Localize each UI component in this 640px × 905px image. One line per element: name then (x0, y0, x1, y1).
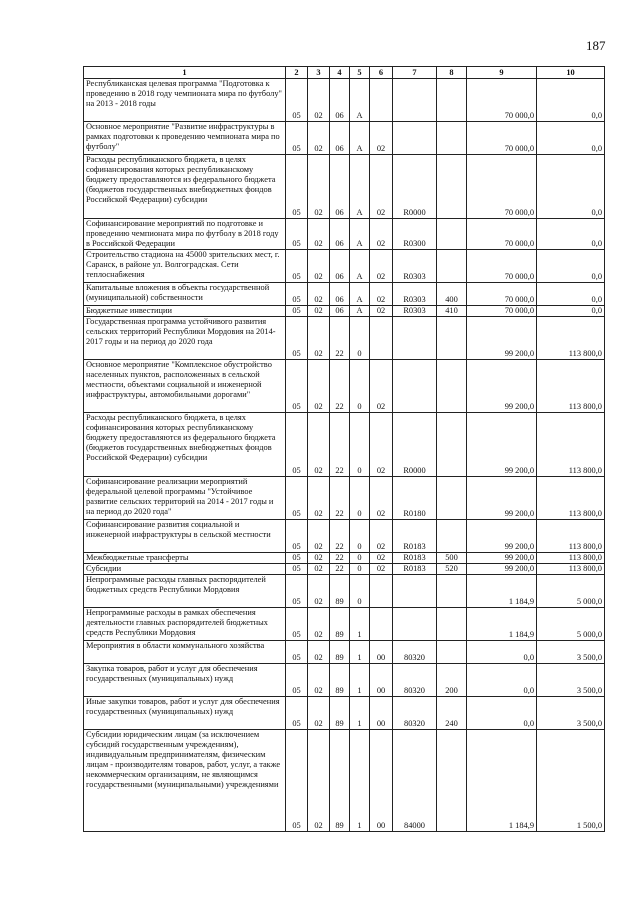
col-8: 500 (437, 553, 467, 564)
col-4: 89 (330, 730, 350, 832)
col-6 (370, 608, 393, 641)
col-2: 05 (286, 564, 308, 575)
col-6: 02 (370, 306, 393, 317)
column-header: 9 (467, 67, 537, 79)
col-5: 1 (350, 608, 370, 641)
table-row (84, 730, 605, 832)
column-header: 4 (330, 67, 350, 79)
col-4: 89 (330, 575, 350, 608)
col-6: 02 (370, 122, 393, 155)
col-4: 22 (330, 360, 350, 413)
col-4: 06 (330, 283, 350, 306)
amount-col-9: 0,0 (467, 641, 537, 664)
table-row (84, 219, 605, 250)
col-2: 05 (286, 122, 308, 155)
col-6: 02 (370, 520, 393, 553)
amount-col-9: 99 200,0 (467, 477, 537, 520)
amount-col-9: 1 184,9 (467, 608, 537, 641)
table-row (84, 122, 605, 155)
col-8 (437, 520, 467, 553)
row-name: Основное мероприятие "Развитие инфраструктуры в рамках подготовки к проведению чемпионата мира по футболу" (84, 122, 286, 155)
col-6 (370, 575, 393, 608)
col-4: 06 (330, 306, 350, 317)
col-6: 00 (370, 641, 393, 664)
amount-col-10: 0,0 (537, 250, 605, 283)
row-name: Межбюджетные трансферты (84, 553, 286, 564)
table-row (84, 664, 605, 697)
table-row (84, 283, 605, 306)
col-5: А (350, 306, 370, 317)
col-2: 05 (286, 317, 308, 360)
amount-col-10: 0,0 (537, 122, 605, 155)
col-5: 0 (350, 553, 370, 564)
col-5: А (350, 79, 370, 122)
col-3: 02 (308, 79, 330, 122)
col-7: R0303 (393, 306, 437, 317)
amount-col-10: 113 800,0 (537, 360, 605, 413)
amount-col-9: 99 200,0 (467, 360, 537, 413)
col-7: R0180 (393, 477, 437, 520)
row-name: Закупка товаров, работ и услуг для обеспечения государственных (муниципальных) нужд (84, 664, 286, 697)
col-5: А (350, 122, 370, 155)
column-header: 6 (370, 67, 393, 79)
col-5: 1 (350, 664, 370, 697)
column-header: 7 (393, 67, 437, 79)
amount-col-10: 113 800,0 (537, 520, 605, 553)
col-7 (393, 122, 437, 155)
table-row (84, 250, 605, 283)
col-4: 89 (330, 664, 350, 697)
row-name: Основное мероприятие "Комплексное обустройство населенных пунктов, расположенных в сельской местности, объектами социальной и инженерной инфраструктуры, автомобильными дорогами" (84, 360, 286, 413)
amount-col-10: 113 800,0 (537, 317, 605, 360)
col-8 (437, 608, 467, 641)
col-2: 05 (286, 641, 308, 664)
col-7: R0300 (393, 219, 437, 250)
col-7 (393, 79, 437, 122)
amount-col-10: 113 800,0 (537, 553, 605, 564)
col-7: R0183 (393, 520, 437, 553)
col-2: 05 (286, 520, 308, 553)
col-4: 06 (330, 122, 350, 155)
row-name: Расходы республиканского бюджета, в целях софинансирования которых республиканскому бюджету предоставляются из федерального бюджета (бюджетов государственных внебюджетных фондов Российской Федерации) субсидии (84, 155, 286, 219)
col-5: 1 (350, 641, 370, 664)
col-6: 02 (370, 360, 393, 413)
col-7: R0183 (393, 553, 437, 564)
row-name: Софинансирование мероприятий по подготовке и проведению чемпионата мира по футболу в 2018 году в Российской Федерации (84, 219, 286, 250)
row-name: Капитальные вложения в объекты государственной (муниципальной) собственности (84, 283, 286, 306)
col-5: А (350, 283, 370, 306)
header-row (84, 67, 605, 79)
col-2: 05 (286, 575, 308, 608)
col-4: 22 (330, 413, 350, 477)
row-name: Республиканская целевая программа "Подготовка к проведению в 2018 году чемпионата мира по футболу" на 2013 - 2018 годы (84, 79, 286, 122)
amount-col-9: 1 184,9 (467, 730, 537, 832)
col-8: 200 (437, 664, 467, 697)
budget-table (83, 66, 605, 832)
table-row (84, 477, 605, 520)
row-name: Непрограммные расходы в рамках обеспечения деятельности главных распорядителей бюджетных средств Республики Мордовия (84, 608, 286, 641)
col-8 (437, 360, 467, 413)
col-6: 00 (370, 664, 393, 697)
col-2: 05 (286, 250, 308, 283)
col-5: 0 (350, 564, 370, 575)
row-name: Бюджетные инвестиции (84, 306, 286, 317)
col-4: 22 (330, 477, 350, 520)
col-2: 05 (286, 553, 308, 564)
amount-col-9: 70 000,0 (467, 219, 537, 250)
col-7: 80320 (393, 664, 437, 697)
amount-col-9: 70 000,0 (467, 250, 537, 283)
col-7: 80320 (393, 641, 437, 664)
col-8: 410 (437, 306, 467, 317)
col-3: 02 (308, 520, 330, 553)
row-name: Строительство стадиона на 45000 зрительских мест, г. Саранск, в районе ул. Волгоградская. Сети теплоснабжения (84, 250, 286, 283)
table-row (84, 608, 605, 641)
col-6: 02 (370, 553, 393, 564)
col-4: 06 (330, 250, 350, 283)
col-2: 05 (286, 477, 308, 520)
col-6: 02 (370, 155, 393, 219)
col-7 (393, 317, 437, 360)
row-name: Расходы республиканского бюджета, в целях софинансирования которых республиканскому бюджету предоставляются из федерального бюджета (бюджетов государственных внебюджетных фондов Российской Федерации) субсидии (84, 413, 286, 477)
col-5: 0 (350, 360, 370, 413)
row-name: Субсидии юридическим лицам (за исключением субсидий государственным учреждениям), индивидуальным предпринимателям, физическим лицам - производителям товаров, работ, услуг, а также некоммерческим организациям, не являющимся государственными (муниципальными) учреждениями (84, 730, 286, 832)
col-7: R0000 (393, 413, 437, 477)
amount-col-9: 99 200,0 (467, 564, 537, 575)
col-3: 02 (308, 575, 330, 608)
row-name: Непрограммные расходы главных распорядителей бюджетных средств Республики Мордовия (84, 575, 286, 608)
col-7: 80320 (393, 697, 437, 730)
col-3: 02 (308, 477, 330, 520)
row-name: Субсидии (84, 564, 286, 575)
table-row (84, 306, 605, 317)
amount-col-10: 5 000,0 (537, 608, 605, 641)
col-6: 02 (370, 413, 393, 477)
table-row (84, 641, 605, 664)
table-row (84, 413, 605, 477)
col-5: 0 (350, 317, 370, 360)
amount-col-9: 99 200,0 (467, 413, 537, 477)
col-6: 02 (370, 564, 393, 575)
col-3: 02 (308, 317, 330, 360)
col-6: 00 (370, 697, 393, 730)
col-3: 02 (308, 306, 330, 317)
col-5: 0 (350, 413, 370, 477)
col-6: 02 (370, 250, 393, 283)
column-header: 1 (84, 67, 286, 79)
amount-col-10: 3 500,0 (537, 641, 605, 664)
col-2: 05 (286, 219, 308, 250)
table-row (84, 317, 605, 360)
col-5: 1 (350, 697, 370, 730)
row-name: Мероприятия в области коммунального хозяйства (84, 641, 286, 664)
table-row (84, 553, 605, 564)
amount-col-9: 70 000,0 (467, 79, 537, 122)
col-7: R0303 (393, 283, 437, 306)
col-2: 05 (286, 306, 308, 317)
col-2: 05 (286, 360, 308, 413)
col-5: А (350, 155, 370, 219)
col-2: 05 (286, 79, 308, 122)
col-5: 0 (350, 477, 370, 520)
amount-col-9: 0,0 (467, 697, 537, 730)
col-5: 0 (350, 575, 370, 608)
amount-col-9: 70 000,0 (467, 283, 537, 306)
col-3: 02 (308, 219, 330, 250)
col-7 (393, 360, 437, 413)
col-7: 84000 (393, 730, 437, 832)
table-row (84, 79, 605, 122)
amount-col-10: 3 500,0 (537, 697, 605, 730)
amount-col-9: 99 200,0 (467, 520, 537, 553)
row-name: Софинансирование реализации мероприятий федеральной целевой программы "Устойчивое развитие сельских территорий на 2014 - 2017 годы и на период до 2020 года" (84, 477, 286, 520)
col-8: 400 (437, 283, 467, 306)
amount-col-9: 0,0 (467, 664, 537, 697)
col-3: 02 (308, 664, 330, 697)
col-2: 05 (286, 664, 308, 697)
column-header: 2 (286, 67, 308, 79)
col-4: 06 (330, 219, 350, 250)
table-row (84, 155, 605, 219)
col-3: 02 (308, 250, 330, 283)
amount-col-10: 1 500,0 (537, 730, 605, 832)
table-row (84, 697, 605, 730)
col-4: 22 (330, 553, 350, 564)
col-8 (437, 730, 467, 832)
col-8 (437, 575, 467, 608)
col-8 (437, 250, 467, 283)
col-4: 06 (330, 155, 350, 219)
amount-col-10: 0,0 (537, 306, 605, 317)
col-5: 1 (350, 730, 370, 832)
col-4: 22 (330, 317, 350, 360)
col-3: 02 (308, 641, 330, 664)
amount-col-9: 70 000,0 (467, 155, 537, 219)
col-8 (437, 641, 467, 664)
col-3: 02 (308, 564, 330, 575)
amount-col-9: 70 000,0 (467, 306, 537, 317)
row-name: Иные закупки товаров, работ и услуг для обеспечения государственных (муниципальных) нужд (84, 697, 286, 730)
col-8 (437, 413, 467, 477)
col-2: 05 (286, 697, 308, 730)
col-3: 02 (308, 360, 330, 413)
column-header: 5 (350, 67, 370, 79)
amount-col-10: 113 800,0 (537, 413, 605, 477)
table-row (84, 575, 605, 608)
amount-col-10: 0,0 (537, 79, 605, 122)
page-number: 187 (586, 38, 606, 53)
col-2: 05 (286, 608, 308, 641)
col-8: 520 (437, 564, 467, 575)
col-2: 05 (286, 283, 308, 306)
amount-col-10: 0,0 (537, 219, 605, 250)
col-6: 02 (370, 283, 393, 306)
col-5: 0 (350, 520, 370, 553)
column-header: 8 (437, 67, 467, 79)
col-2: 05 (286, 155, 308, 219)
col-8 (437, 79, 467, 122)
col-8 (437, 219, 467, 250)
col-5: А (350, 219, 370, 250)
col-7 (393, 608, 437, 641)
col-8 (437, 477, 467, 520)
col-2: 05 (286, 413, 308, 477)
column-header: 3 (308, 67, 330, 79)
amount-col-9: 99 200,0 (467, 317, 537, 360)
col-8 (437, 122, 467, 155)
amount-col-10: 5 000,0 (537, 575, 605, 608)
col-3: 02 (308, 122, 330, 155)
col-3: 02 (308, 413, 330, 477)
table-row (84, 520, 605, 553)
table-row (84, 360, 605, 413)
col-6: 02 (370, 219, 393, 250)
col-3: 02 (308, 155, 330, 219)
amount-col-10: 113 800,0 (537, 564, 605, 575)
col-2: 05 (286, 730, 308, 832)
amount-col-9: 99 200,0 (467, 553, 537, 564)
col-8: 240 (437, 697, 467, 730)
row-name: Софинансирование развития социальной и инженерной инфраструктуры в сельской местности (84, 520, 286, 553)
col-7: R0183 (393, 564, 437, 575)
col-8 (437, 155, 467, 219)
amount-col-10: 113 800,0 (537, 477, 605, 520)
col-6: 00 (370, 730, 393, 832)
col-6 (370, 79, 393, 122)
col-3: 02 (308, 730, 330, 832)
col-3: 02 (308, 697, 330, 730)
amount-col-10: 0,0 (537, 283, 605, 306)
col-4: 22 (330, 564, 350, 575)
col-4: 22 (330, 520, 350, 553)
amount-col-9: 70 000,0 (467, 122, 537, 155)
amount-col-10: 0,0 (537, 155, 605, 219)
col-7: R0303 (393, 250, 437, 283)
col-7 (393, 575, 437, 608)
col-3: 02 (308, 608, 330, 641)
col-5: А (350, 250, 370, 283)
col-4: 89 (330, 608, 350, 641)
col-3: 02 (308, 553, 330, 564)
amount-col-10: 3 500,0 (537, 664, 605, 697)
table-row (84, 564, 605, 575)
amount-col-9: 1 184,9 (467, 575, 537, 608)
col-8 (437, 317, 467, 360)
col-3: 02 (308, 283, 330, 306)
col-6: 02 (370, 477, 393, 520)
col-4: 06 (330, 79, 350, 122)
col-4: 89 (330, 641, 350, 664)
col-4: 89 (330, 697, 350, 730)
column-header: 10 (537, 67, 605, 79)
col-6 (370, 317, 393, 360)
table-body (84, 79, 605, 832)
col-7: R0000 (393, 155, 437, 219)
row-name: Государственная программа устойчивого развития сельских территорий Республики Мордовия на 2014-2017 годы и на период до 2020 года (84, 317, 286, 360)
